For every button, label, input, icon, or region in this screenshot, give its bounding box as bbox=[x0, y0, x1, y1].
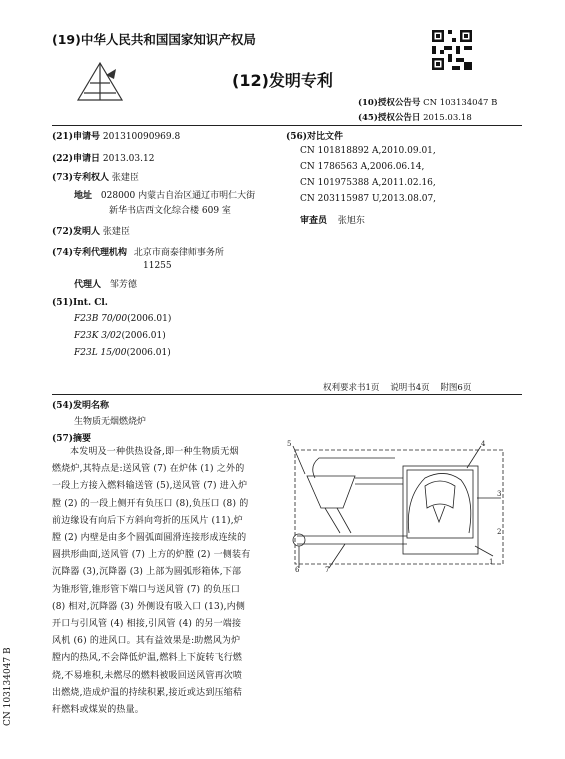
abstract-line: 沉降器 (3),沉降器 (3) 上部为圆弧形箱体,下部 bbox=[52, 567, 242, 578]
ipc-entry bbox=[74, 331, 166, 341]
abstract-line: 前边缘设有向后下方斜向弯折的压风片 (11),炉 bbox=[52, 515, 243, 526]
app-no: 201310090969.8 bbox=[102, 132, 181, 142]
examiner-label: 审查员 bbox=[300, 216, 328, 226]
inventor-label: (72)发明人 bbox=[52, 227, 101, 237]
abstract-line: 膛内的热风,不会降低炉温,燃料上下旋转飞行燃 bbox=[52, 653, 243, 664]
abstract-line: 燃烧炉,其特点是:送风管 (7) 在炉体 (1) 之外的 bbox=[52, 464, 245, 475]
ipc-entry bbox=[74, 314, 171, 324]
title-label: (54)发明名称 bbox=[52, 401, 110, 411]
ipc-version: (2006.01) bbox=[126, 348, 171, 358]
abstract-line: 烧,不易堆积,未燃尽的燃料被吸回送风管再次喷 bbox=[52, 670, 243, 681]
office-logo bbox=[70, 55, 130, 110]
agent-label: 代理人 bbox=[74, 280, 102, 290]
abstract-line: 出燃烧,造成炉温的持续积累,接近或达到压缩秸 bbox=[52, 687, 243, 698]
citation-item: CN 101818892 A,2010.09.01, bbox=[300, 146, 436, 156]
ipc-code: F23L 15/00 bbox=[74, 348, 127, 358]
abstract-line: 圆拱形曲面,送风管 (7) 上方的炉膛 (2) 一侧装有 bbox=[52, 550, 251, 561]
side-publication-number: CN 103134047 B bbox=[3, 647, 13, 726]
abstract-line: 膛 (2) 内壁是由多个圆弧面圆滑连接形成连续的 bbox=[52, 533, 247, 544]
ipc-version: (2006.01) bbox=[121, 331, 166, 341]
pub-date: 2015.03.18 bbox=[423, 113, 472, 123]
abstract-line: 风机 (6) 的进风口。其有益效果是:助燃风为炉 bbox=[52, 636, 241, 647]
app-date: 2013.03.12 bbox=[102, 154, 155, 164]
app-no-label: (21)申请号 bbox=[52, 132, 101, 142]
furnace-drawing bbox=[285, 438, 510, 573]
header-divider bbox=[52, 125, 522, 126]
figure-label: 2 bbox=[497, 528, 502, 536]
abstract-line: 膛 (2) 的一段上侧开有负压口 (8),负压口 (8) 的 bbox=[52, 498, 249, 509]
invention-title: 生物质无烟燃烧炉 bbox=[74, 417, 147, 427]
qr-code bbox=[432, 30, 472, 70]
ipc-version: (2006.01) bbox=[127, 314, 172, 324]
abstract-line: (8) 相对,沉降器 (3) 外侧设有吸入口 (13),内侧 bbox=[52, 601, 246, 612]
figure-label: 7 bbox=[325, 566, 330, 573]
app-date-label: (22)申请日 bbox=[52, 154, 101, 164]
citation-item: CN 101975388 A,2011.02.16, bbox=[300, 178, 436, 188]
office-name: (19)中华人民共和国国家知识产权局 bbox=[52, 32, 256, 47]
address-line2: 新华书店西文化综合楼 609 室 bbox=[109, 206, 231, 216]
figure-label: 3 bbox=[497, 490, 502, 498]
pub-no: CN 103134047 B bbox=[423, 98, 498, 108]
examiner: 张旭东 bbox=[337, 216, 365, 226]
ipc-label: (51)Int. Cl. bbox=[52, 298, 108, 308]
abstract-line: 为锥形管,锥形管下端口与送风管 (7) 的负压口 bbox=[52, 584, 241, 595]
agency-line2: 11255 bbox=[143, 261, 172, 271]
abstract-line: 开口与引风管 (4) 相接,引风管 (4) 的另一端接 bbox=[52, 619, 242, 630]
pub-date-label: (45)授权公告日 bbox=[358, 113, 421, 123]
abstract-body bbox=[52, 444, 302, 719]
figure-label: 4 bbox=[481, 440, 486, 448]
ipc-entry bbox=[74, 348, 171, 358]
owner-label: (73)专利权人 bbox=[52, 173, 110, 183]
abstract-line: 秆燃料或煤炭的热量。 bbox=[52, 705, 145, 716]
agent: 邹芳德 bbox=[109, 280, 137, 290]
pub-no-label: (10)授权公告号 bbox=[358, 98, 421, 108]
page-counts: 权利要求书1页 说明书4页 附图6页 bbox=[323, 383, 472, 393]
owner: 张建臣 bbox=[111, 173, 139, 183]
citation-item: CN 1786563 A,2006.06.14, bbox=[300, 162, 425, 172]
citations-label: (56)对比文件 bbox=[286, 132, 344, 142]
abstract-line: 本发明及一种供热设备,即一种生物质无烟 bbox=[70, 447, 239, 457]
figure-label: 1 bbox=[489, 558, 494, 566]
citation-item: CN 203115987 U,2013.08.07, bbox=[300, 194, 437, 204]
agency-line1: 北京市商泰律师事务所 bbox=[133, 248, 224, 258]
address-line1: 028000 内蒙古自治区通辽市明仁大街 bbox=[100, 191, 256, 201]
section-divider bbox=[52, 394, 522, 395]
figure-label: 5 bbox=[287, 440, 292, 448]
doc-type: (12)发明专利 bbox=[232, 71, 333, 90]
ipc-code: F23B 70/00 bbox=[74, 314, 128, 324]
abstract-line: 一段上方接入燃料输送管 (5),送风管 (7) 进入炉 bbox=[52, 481, 248, 492]
ipc-code: F23K 3/02 bbox=[74, 331, 122, 341]
address-label: 地址 bbox=[74, 191, 93, 201]
inventor: 张建臣 bbox=[102, 227, 130, 237]
abstract-label: (57)摘要 bbox=[52, 434, 92, 444]
agency-label: (74)专利代理机构 bbox=[52, 248, 128, 258]
figure-label: 6 bbox=[295, 566, 300, 573]
